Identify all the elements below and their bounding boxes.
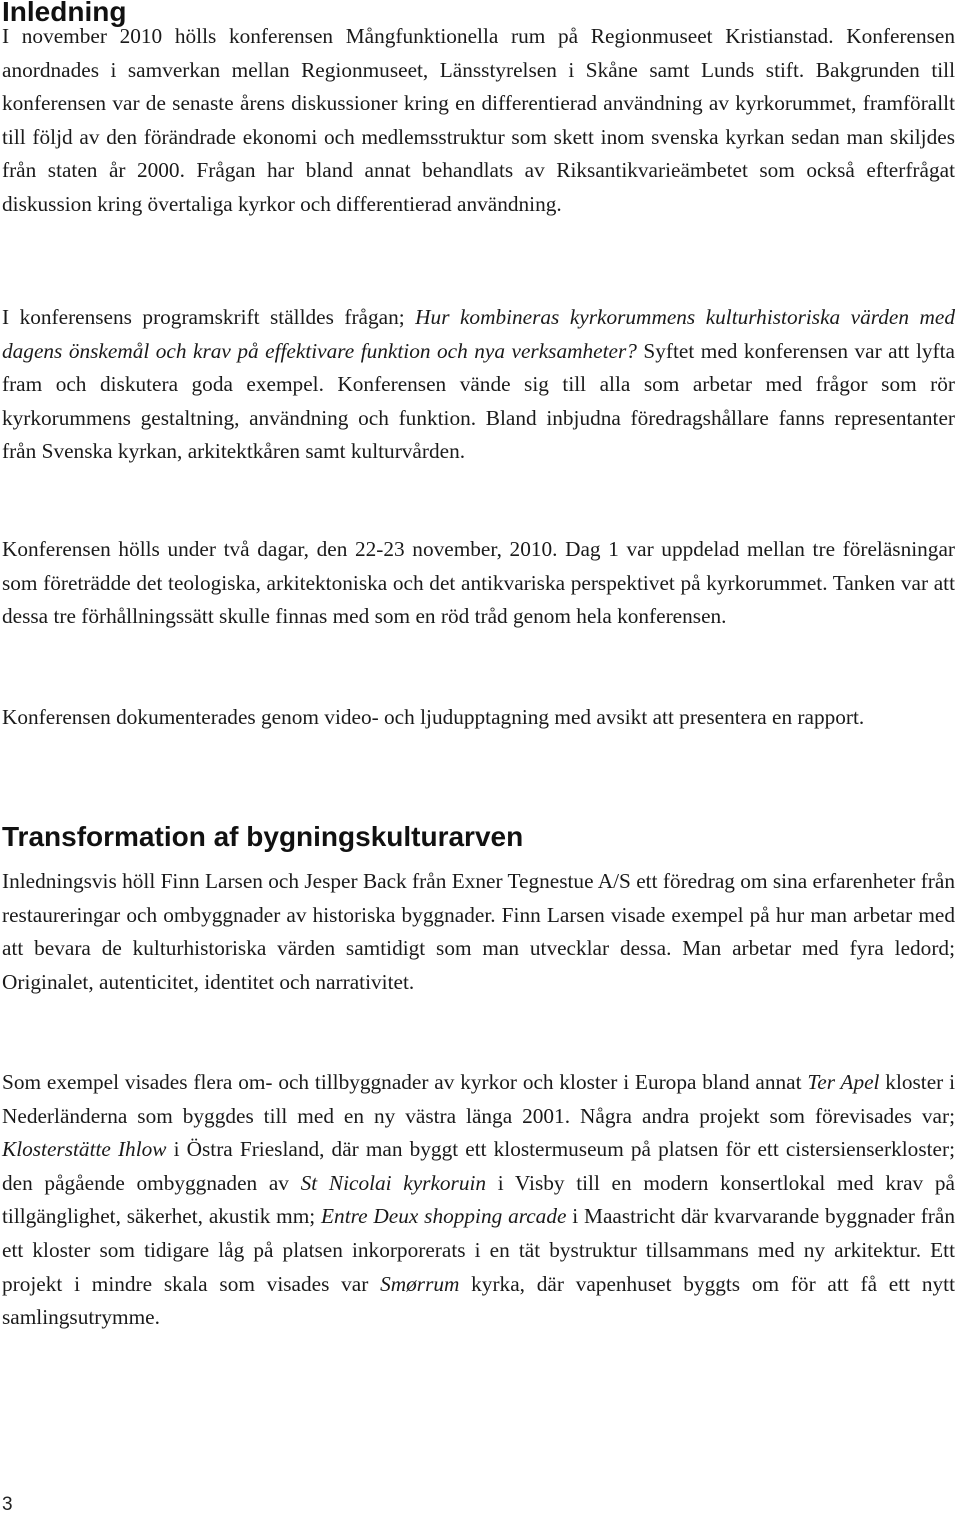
- page-number: 3: [2, 1494, 13, 1515]
- italic-name-smorrum: Smørrum: [380, 1271, 460, 1296]
- section-heading-inledning: Inledning: [2, 0, 127, 27]
- paragraph-exner: [2, 865, 955, 999]
- text-segment: I november 2010 hölls konferensen Mångfunktionella rum på Regionmuseet Kristianstad. Konferensen anordnades i samverkan mellan Regionmuseet, Länsstyrelsen i Skåne samt Lunds stift. Bakgrunden till konferensen var de senaste årens diskussioner kring en differentierad användning av kyrkorummet, framförallt till följd av den förändrade ekonomi och medlemsstruktur som skett inom svenska kyrkan sedan man skiljdes från staten år 2000. Frågan har bland annat behandlats av Riksantikvarieämbetet som också efterfrågat diskussion kring övertaliga kyrkor och differentierad användning.: [2, 24, 955, 216]
- text-segment: kyrka, där vapenhuset byggts om för att få ett nytt samlingsutrymme.: [2, 1271, 955, 1330]
- text-segment: Inledningsvis höll Finn Larsen och Jesper Back från Exner Tegnestue A/S ett föredrag om sina erfarenheter från restaureringar och ombyggnader av historiska byggnader. Finn Larsen visade exempel på hur man arbetar med att bevara de kulturhistoriska värden samtidigt som man utvecklar dessa. Man arbetar med fyra ledord; Originalet, autenticitet, identitet och narrativitet.: [2, 869, 955, 994]
- paragraph-intro: [2, 20, 955, 222]
- italic-quote: Hur kombineras kyrkorummens kulturhistoriska värden med dagens önskemål och krav på effektivare funktion och nya verksamheter?: [2, 305, 955, 363]
- italic-name-entre-deux: Entre Deux shopping arcade: [321, 1204, 567, 1229]
- paragraph-examples: [2, 1066, 955, 1335]
- paragraph-programskrift: [2, 301, 955, 469]
- text-segment: Syftet med konferensen var att lyfta fram och diskutera goda exempel. Konferensen vände sig till alla som arbetar med frågor som rör kyrkorummens gestaltning, användning och funktion. Bland inbjudna föredragshållare fanns representanter från Svenska kyrkan, arkitektkåren samt kulturvården.: [2, 338, 955, 464]
- italic-name-ter-apel: Ter Apel: [807, 1070, 880, 1094]
- text-segment: kloster i Nederländerna som byggdes till med en ny västra länga 2001. Några andra projekt som förevisades var;: [2, 1070, 956, 1128]
- section-heading-transformation: Transformation af bygningskulturarven: [2, 821, 524, 852]
- italic-name-klosterstatte: Klosterstätte Ihlow: [2, 1137, 167, 1162]
- text-segment: I konferensens programskrift ställdes frågan;: [2, 305, 416, 329]
- italic-name-st-nicolai: St Nicolai kyrkoruin: [300, 1170, 487, 1195]
- text-segment: Konferensen hölls under två dagar, den 22-23 november, 2010. Dag 1 var uppdelad mellan tre föreläsningar som företrädde det teologiska, arkitektoniska och det antikvariska perspektivet på kyrkorummet. Tanken var att dessa tre förhållningssätt skulle finnas med som en röd tråd genom hela konferensen.: [2, 537, 955, 629]
- text-segment: i Visby till en modern konsertlokal med krav på tillgänglighet, säkerhet, akustik mm;: [2, 1170, 955, 1229]
- text-segment: Konferensen dokumenterades genom video- och ljudupptagning med avsikt att presentera en rapport.: [2, 705, 865, 729]
- text-segment: Som exempel visades flera om- och tillbyggnader av kyrkor och kloster i Europa bland annat: [2, 1070, 808, 1094]
- paragraph-documentation: [2, 701, 955, 735]
- text-segment: i Östra Friesland, där man byggt ett klostermuseum på platsen för ett cistersienserkloster; den pågående ombyggnaden av: [2, 1137, 955, 1195]
- paragraph-dates: [2, 533, 955, 634]
- text-segment: i Maastricht där kvarvarande byggnader från ett kloster som tidigare låg på platsen inkorporerats i en tät bystruktur tillsammans med ny arkitektur. Ett projekt i mindre skala som visades var: [2, 1204, 955, 1296]
